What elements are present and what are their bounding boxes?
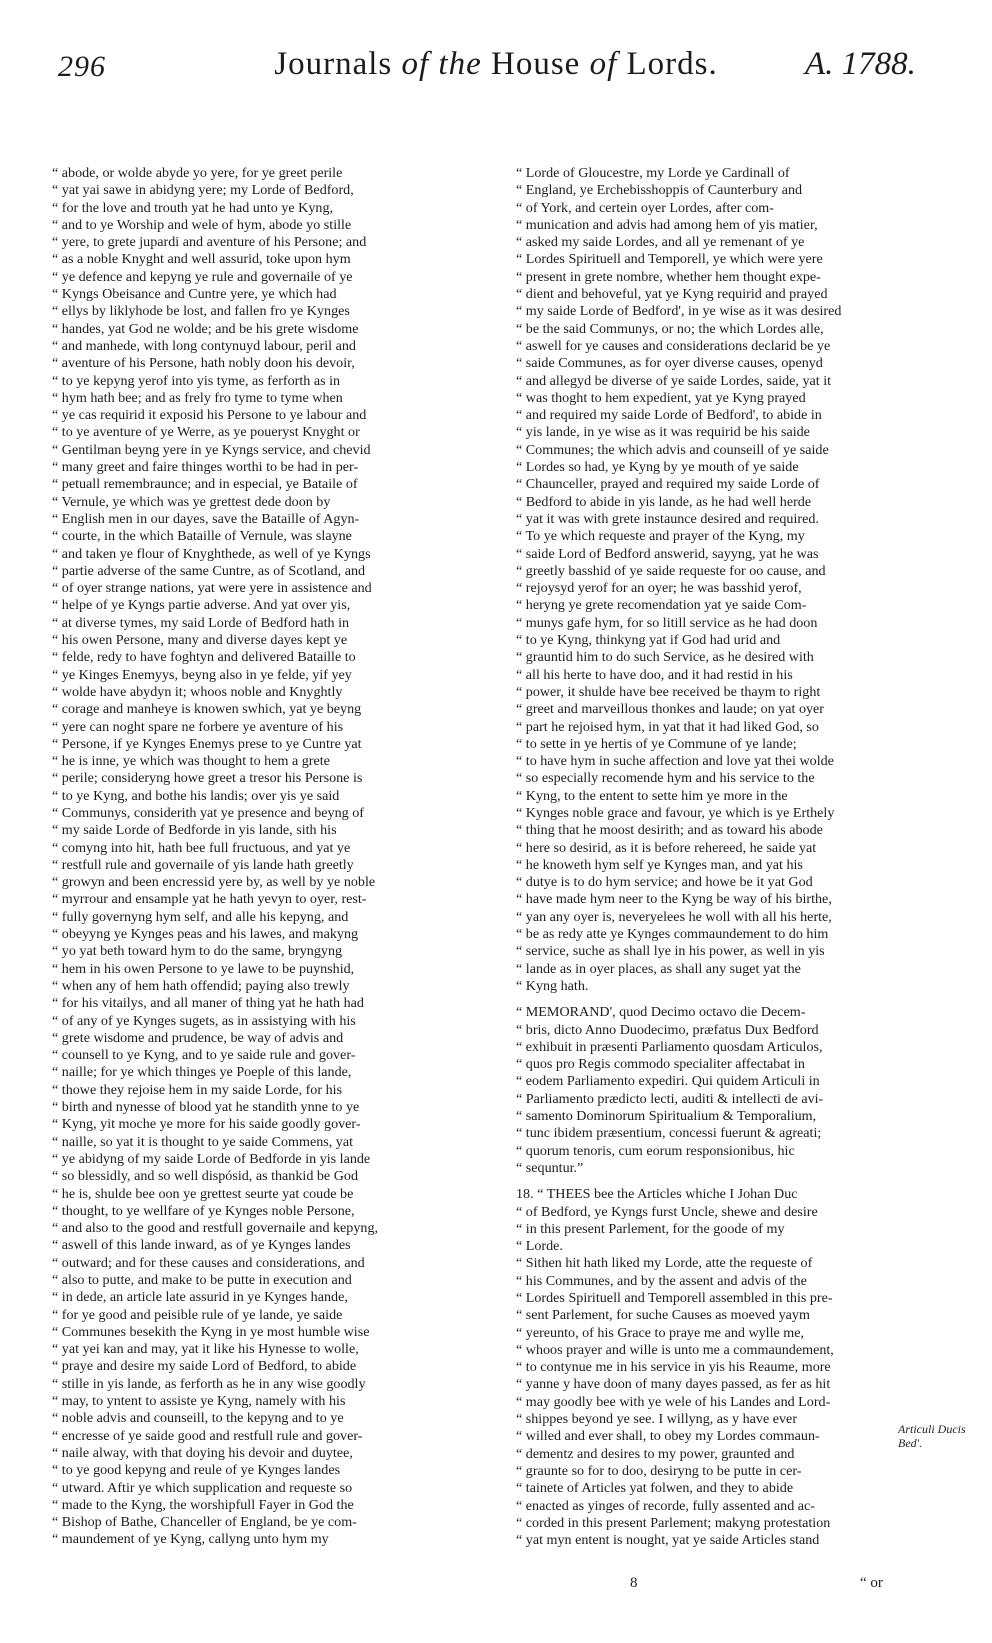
text-line: “ petuall remembraunce; and in especial, ye Bataile of <box>52 476 358 493</box>
left-column <box>52 165 506 1549</box>
text-line: “ and allegyd be diverse of ye saide Lordes, saide, yat it <box>516 372 832 389</box>
text-line: “ my saide Lorde of Bedford', in ye wise as it was desired <box>516 303 842 320</box>
text-line: “ in this present Parlement, for the goode of my <box>516 1220 785 1237</box>
text-line: “ yere, to grete jupardi and aventure of his Persone; and <box>52 234 367 251</box>
text-line: “ Communes; the which advis and counseill of ye saide <box>516 441 829 458</box>
page-header <box>0 0 992 110</box>
text-line: “ yat myn entent is nought, yat ye saide Articles stand <box>516 1532 820 1549</box>
text-line: “ of oyer strange nations, yat were yere in assistence and <box>52 580 372 597</box>
title-word: House <box>490 46 581 82</box>
text-line: “ for ye good and peisible rule of ye lande, ye saide <box>52 1306 343 1323</box>
text-line: “ grete wisdome and prudence, be way of advis and <box>52 1029 344 1046</box>
text-line: “ also to putte, and make to be putte in execution and <box>52 1272 352 1288</box>
text-line: “ his Communes, and by the assent and advis of the <box>516 1272 807 1289</box>
text-line: “ yat it was with grete instaunce desired and required. <box>516 510 819 527</box>
text-line: “ so blessidly, and so well dispósid, as thankid be God <box>52 1168 358 1185</box>
text-line: “ ye Kinges Enemyys, beyng also in ye felde, yif yey <box>52 666 352 683</box>
text-line: “ enacted as yinges of recorde, fully assented and ac- <box>516 1497 815 1514</box>
text-line: “ noble advis and counseill, to the kepyng and to ye <box>52 1410 344 1427</box>
text-line: “ exhibuit in præsenti Parliamento quosdam Articulos, <box>516 1038 823 1055</box>
text-line: “ helpe of ye Kyngs partie adverse. And yat over yis, <box>52 597 351 614</box>
text-line: “ Communes besekith the Kyng in ye most humble wise <box>52 1323 370 1340</box>
text-line: “ Kyng hath. <box>516 977 589 994</box>
title-word: of <box>589 46 618 82</box>
text-line: “ willed and ever shall, to obey my Lordes commaun- <box>516 1428 820 1445</box>
text-line: “ be as redy atte ye Kynges commaundement to do him <box>516 926 829 943</box>
text-line: “ Kyngs Obeisance and Cuntre yere, ye which had <box>52 286 337 303</box>
text-line: “ Lordes Spirituell and Temporell, ye which were yere <box>516 251 823 268</box>
text-line: “ and also to the good and restfull governaile and kepyng, <box>52 1220 379 1237</box>
text-line: “ here so desirid, as it is before rehereed, he saide yat <box>516 839 817 856</box>
text-line: “ my saide Lorde of Bedforde in yis lande, sith his <box>52 822 337 839</box>
text-line: “ Chaunceller, prayed and required my saide Lorde of <box>516 476 820 493</box>
text-line: “ munication and advis had among hem of yis matier, <box>516 216 818 233</box>
text-line: “ Kyng, to the entent to sette him ye more in the <box>516 787 788 804</box>
text-line: “ was thoght to hem expedient, yat ye Kyng prayed <box>516 389 806 406</box>
text-line: “ graunte so for to doo, desiryng to be putte in cer- <box>516 1462 802 1479</box>
text-line: “ in dede, an article late assurid in ye Kynges hande, <box>52 1289 348 1306</box>
text-line: “ tunc ibidem præsentium, concessi fuerunt & agreati; <box>516 1125 822 1142</box>
text-line: “ and manhede, with long contynuyd labour, peril and <box>52 337 356 354</box>
text-line: “ so especially recomende hym and his service to the <box>516 770 815 787</box>
text-line: “ of any of ye Kynges sugets, as in assistying with his <box>52 1012 356 1029</box>
text-line: “ and required my saide Lorde of Bedford', to abide in <box>516 407 822 424</box>
text-line: “ his owen Persone, many and diverse dayes kept ye <box>52 632 348 649</box>
text-line: “ maundement of ye Kyng, callyng unto hym my <box>52 1531 329 1548</box>
text-line: “ comyng into hit, hath bee full fructuous, and yat ye <box>52 839 351 856</box>
text-line: “ samento Dominorum Spiritualium & Temporalium, <box>516 1108 817 1125</box>
paragraph-gap <box>516 995 892 1004</box>
text-line: “ Sithen hit hath liked my Lorde, atte the requeste of <box>516 1255 813 1272</box>
text-line: “ Kynges noble grace and favour, ye which is ye Erthely <box>516 804 835 821</box>
text-line: “ aswell for ye causes and considerations declarid be ye <box>516 337 831 354</box>
text-line: “ courte, in the which Bataille of Vernule, was slayne <box>52 528 352 545</box>
text-line: “ Lordes Spirituell and Temporell assembled in this pre- <box>516 1290 833 1306</box>
text-line: “ sent Parlement, for suche Causes as moeved yaym <box>516 1307 810 1324</box>
text-line: “ have made hym neer to the Kyng be way of his birthe, <box>516 891 832 908</box>
text-line: “ present in grete nombre, whether hem thought expe- <box>516 268 821 285</box>
text-line: “ thing that he moost desirith; and as toward his abode <box>516 822 823 839</box>
text-line: “ and taken ye flour of Knyghthede, as well of ye Kyngs <box>52 545 371 562</box>
text-line: “ hym hath bee; and as frely fro tyme to tyme when <box>52 389 343 406</box>
text-line: “ fully governyng hym self, and alle his kepyng, and <box>52 908 349 925</box>
text-line: “ naile alway, with that doying his devoir and duytee, <box>52 1444 353 1461</box>
text-line: “ may, to yntent to assiste ye Kyng, namely with his <box>52 1393 346 1410</box>
text-line: “ dutye is to do hym service; and howe be it yat God <box>516 874 813 891</box>
text-line: “ ye defence and kepyng ye rule and governaile of ye <box>52 268 353 285</box>
text-line: “ corded in this present Parlement; makyng protestation <box>516 1514 831 1531</box>
text-line: 18. “ THEES bee the Articles whiche I Johan Duc <box>516 1186 798 1203</box>
title-word: of the <box>401 46 482 82</box>
text-line: “ encresse of ye saide good and restfull rule and gover- <box>52 1427 363 1444</box>
text-line: “ thought, to ye wellfare of ye Kynges noble Persone, <box>52 1202 355 1219</box>
text-line: “ shippes beyond ye see. I willyng, as y have ever <box>516 1411 798 1428</box>
text-line: “ tainete of Articles yat folwen, and they to abide <box>516 1480 794 1497</box>
text-line: “ munys gafe hym, for so litill service as he had doon <box>516 614 818 631</box>
text-line: “ yan any oyer is, neveryelees he woll with all his herte, <box>516 908 832 925</box>
text-line: “ praye and desire my saide Lord of Bedford, to abide <box>52 1358 357 1375</box>
text-line: “ hem in his owen Persone to ye lawe to be puynshid, <box>52 960 355 977</box>
text-line: “ rejoysyd yerof for an oyer; he was basshid yerof, <box>516 580 802 597</box>
text-line: “ Parliamento prædicto lecti, auditi & intellecti de avi- <box>516 1090 824 1107</box>
text-line: “ asked my saide Lordes, and all ye remenant of ye <box>516 234 805 251</box>
text-line: “ to have hym in suche affection and love yat thei wolde <box>516 753 834 770</box>
text-line: “ yat yai sawe in abidyng yere; my Lorde of Bedford, <box>52 182 354 199</box>
text-line: “ to ye kepyng yerof into yis tyme, as ferforth as in <box>52 372 341 389</box>
text-line: “ outward; and for these causes and considerations, and <box>52 1254 365 1271</box>
text-line: “ quos pro Regis commodo specialiter affectabat in <box>516 1056 805 1073</box>
text-line: “ service, suche as shall lye in his power, as well in yis <box>516 943 825 960</box>
text-line: “ all his herte to have doo, and it had restid in his <box>516 666 793 683</box>
text-line: “ To ye which requeste and prayer of the Kyng, my <box>516 528 805 545</box>
text-line: “ power, it shulde have bee received be thaym to right <box>516 683 821 700</box>
text-line: “ as a noble Knyght and well assurid, toke upon hym <box>52 251 351 268</box>
text-line: “ for the love and trouth yat he had unto ye Kyng, <box>52 199 334 216</box>
text-line: “ saide Communes, as for oyer diverse causes, openyd <box>516 355 823 372</box>
text-line: “ myrrour and ensample yat he hath yevyn to oyer, rest- <box>52 891 367 908</box>
text-line: “ stille in yis lande, as ferforth as he in any wise goodly <box>52 1375 366 1392</box>
text-line: “ to ye Kyng, and bothe his landis; over yis ye said <box>52 787 340 804</box>
text-line: “ yere can noght spare ne forbere ye aventure of his <box>52 718 344 735</box>
text-line: “ to contynue me in his service in yis his Reaume, more <box>516 1359 831 1376</box>
text-line: “ partie adverse of the same Cuntre, as of Scotland, and <box>52 562 366 579</box>
text-line: “ whoos prayer and wille is unto me a commaundement, <box>516 1341 834 1358</box>
text-line: “ greetly basshid of ye saide requeste for oo cause, and <box>516 562 826 579</box>
text-line: “ he is inne, ye which was thought to hem a grete <box>52 753 330 770</box>
text-line: “ quorum tenoris, cum eorum responsionibus, hic <box>516 1142 795 1159</box>
year: A. 1788. <box>805 46 916 82</box>
text-line: “ wolde have abydyn it; whoos noble and Knyghtly <box>52 683 343 700</box>
text-line: “ to ye aventure of ye Werre, as ye poueryst Knyght or <box>52 424 360 441</box>
text-line: “ to ye Kyng, thinkyng yat if God had urid and <box>516 632 781 649</box>
text-line: “ Lorde of Gloucestre, my Lorde ye Cardinall of <box>516 165 790 181</box>
text-line: “ many greet and faire thinges worthi to be had in per- <box>52 459 359 476</box>
title-word: Journals <box>274 46 393 82</box>
text-line: “ birth and nynesse of blood yat he standith ynne to ye <box>52 1099 360 1116</box>
text-line: “ aventure of his Persone, hath nobly doon his devoir, <box>52 355 355 372</box>
text-line: “ naille, so yat it is thought to ye saide Commens, yat <box>52 1133 354 1150</box>
text-line: “ yis lande, in ye wise as it was requirid be his saide <box>516 424 810 441</box>
right-column <box>516 165 892 1549</box>
text-line: “ naille; for ye which thinges ye Poeple of this lande, <box>52 1064 352 1081</box>
text-line: “ yo yat beth toward hym to do the same, bryngyng <box>52 943 343 960</box>
text-line: “ to ye good kepyng and reule of ye Kynges landes <box>52 1462 341 1479</box>
text-line: “ England, ye Erchebisshoppis of Caunterbury and <box>516 182 803 199</box>
text-line: “ saide Lord of Bedford answerid, sayyng, yat he was <box>516 545 819 562</box>
text-line: “ Bishop of Bathe, Chanceller of England, be ye com- <box>52 1514 357 1531</box>
text-line: “ at diverse tymes, my said Lorde of Bedford hath in <box>52 614 350 631</box>
text-line: “ thowe they rejoise hem in my saide Lorde, for his <box>52 1081 343 1098</box>
text-line: “ he knoweth hym self ye Kynges man, and yat his <box>516 856 803 873</box>
text-line: “ MEMORAND', quod Decimo octavo die Decem- <box>516 1004 806 1021</box>
text-line: “ Bedford to abide in yis lande, as he had well herde <box>516 493 812 510</box>
text-line: “ abode, or wolde abyde yo yere, for ye greet perile <box>52 165 343 181</box>
text-line: “ heryng ye grete recomendation yat ye saide Com- <box>516 597 807 614</box>
text-line: “ English men in our dayes, save the Bataille of Agyn- <box>52 510 360 527</box>
catchword: “ or <box>860 1575 883 1591</box>
text-line: “ bris, dicto Anno Duodecimo, præfatus Dux Bedford <box>516 1021 819 1038</box>
text-line: “ ellys by liklyhode be lost, and fallen fro ye Kynges <box>52 303 350 320</box>
text-line: “ when any of hem hath offendid; paying also trewly <box>52 977 350 994</box>
title-word: Lords. <box>626 46 718 82</box>
text-line: “ greet and marveillous thonkes and laude; on yat oyer <box>516 701 825 718</box>
signature-mark: 8 <box>630 1575 638 1591</box>
text-line: “ yereunto, of his Grace to praye me and wylle me, <box>516 1324 805 1341</box>
text-line: “ eodem Parliamento expediri. Qui quidem Articuli in <box>516 1073 820 1090</box>
text-line: “ restfull rule and governaile of yis lande hath greetly <box>52 856 354 873</box>
text-line: “ of York, and certein oyer Lordes, after com- <box>516 199 774 216</box>
text-line: “ made to the Kyng, the worshipfull Fayer in God the <box>52 1496 354 1513</box>
text-line: “ aswell of this lande inward, as of ye Kynges landes <box>52 1237 351 1254</box>
text-line: “ he is, shulde bee oon ye grettest seurte yat coude be <box>52 1185 354 1202</box>
text-line: “ perile; consideryng howe greet a tresor his Persone is <box>52 770 363 787</box>
text-line: “ may goodly bee with ye wele of his Landes and Lord- <box>516 1393 831 1410</box>
text-line: “ Communys, considerith yat ye presence and beyng of <box>52 804 364 821</box>
text-line: “ Kyng, yit moche ye more for his saide goodly gover- <box>52 1116 361 1133</box>
text-line: “ dient and behoveful, yat ye Kyng requirid and prayed <box>516 286 828 303</box>
text-line: “ be the said Communys, or no; the which Lordes alle, <box>516 320 824 337</box>
text-line: “ to sette in ye hertis of ye Commune of ye lande; <box>516 735 797 752</box>
text-line: “ ye cas requirid it exposid his Persone to ye labour and <box>52 407 367 424</box>
text-line: “ lande as in oyer places, as shall any suget yat the <box>516 960 801 977</box>
text-line: “ felde, redy to have foghtyn and delivered Bataille to <box>52 649 356 666</box>
paragraph-gap <box>516 1177 892 1186</box>
text-line: “ Lordes so had, ye Kyng by ye mouth of ye saide <box>516 459 799 476</box>
text-line: “ Persone, if ye Kynges Enemys prese to ye Cuntre yat <box>52 735 362 752</box>
text-line: “ Vernule, ye which was ye grettest dede doon by <box>52 493 331 510</box>
text-line: “ grauntid him to do such Service, as he desired with <box>516 649 814 666</box>
text-line: “ sequntur.” <box>516 1159 584 1176</box>
text-line: “ utward. Aftir ye which supplication and requeste so <box>52 1479 353 1496</box>
text-line: “ yanne y have doon of many dayes passed, as fer as hit <box>516 1376 831 1393</box>
text-line: “ of Bedford, ye Kyngs furst Uncle, shewe and desire <box>516 1203 818 1220</box>
text-line: “ part he rejoised hym, in yat that it had liked God, so <box>516 718 819 735</box>
text-line: “ corage and manheye is knowen swhich, yat ye beyng <box>52 701 362 718</box>
text-line: “ for his vitailys, and all maner of thing yat he hath had <box>52 995 364 1012</box>
text-line: “ yat yei kan and may, yat it like his Hynesse to wolle, <box>52 1341 359 1358</box>
text-line: “ and to ye Worship and wele of hym, abode yo stille <box>52 216 352 233</box>
text-line: “ dementz and desires to my power, graunted and <box>516 1445 795 1462</box>
text-line: “ ye abidyng of my saide Lorde of Bedforde in yis lande <box>52 1150 371 1167</box>
text-line: “ Lorde. <box>516 1238 563 1255</box>
text-line: “ Gentilman beyng yere in ye Kyngs service, and chevid <box>52 441 371 458</box>
text-line: “ handes, yat God ne wolde; and be his grete wisdome <box>52 320 359 337</box>
text-line: “ counsell to ye Kyng, and to ye saide rule and gover- <box>52 1047 356 1064</box>
margin-note: Articuli Ducis Bed'. <box>898 1422 966 1450</box>
page-number: 296 <box>58 50 106 83</box>
text-line: “ growyn and been encressid yere by, as well by ye noble <box>52 874 376 891</box>
text-line: “ obeyyng ye Kynges peas and his lawes, and makyng <box>52 926 359 943</box>
